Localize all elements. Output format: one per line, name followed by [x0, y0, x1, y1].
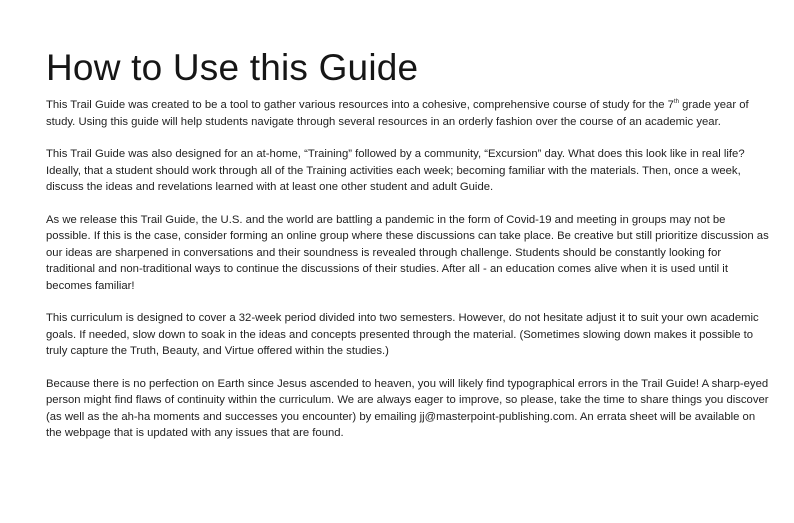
paragraph-intro-text: This Trail Guide was created to be a tool to gather various resources into a cohesive, comprehensive course of study for the 7 [46, 99, 674, 111]
paragraph-intro [46, 97, 770, 130]
paragraph-errata: Because there is no perfection on Earth since Jesus ascended to heaven, you will likely find typographical errors in the Trail Guide! A sharp-eyed person might find flaws of continuity within the curriculum. We are always eager to improve, so please, take the time to share things you discover (as well as the ah-ha moments and successes you encounter) by emailing jj@masterpoint-publishing.com. An errata sheet will be available on the webpage that is updated with any issues that are found. [46, 377, 769, 439]
paragraph-design: This Trail Guide was also designed for an at-home, “Training” followed by a community, “Excursion” day. What does this look like in real life? Ideally, that a student should work through all of the Training activities each week; becoming familiar with the materials. Then, once a week, discuss the ideas and revelations learned with at least one other student and adult Guide. [46, 148, 745, 193]
page-title: How to Use this Guide [46, 47, 419, 88]
superscript-th: th [673, 99, 679, 106]
paragraph-intro-text-cont: grade year of study. Using this guide will help students navigate through several resources in an orderly fashion over the course of an academic year. [46, 99, 749, 128]
paragraph-pandemic: As we release this Trail Guide, the U.S. and the world are battling a pandemic in the form of Covid-19 and meeting in groups may not be possible. If this is the case, consider forming an online group where these discussions can take place. Be creative but still prioritize discussion as our ideas are sharpened in conversations and their soundness is revealed through challenge. Students should be constantly looking for traditional and non-traditional ways to continue the discussions of their studies. After all - an education comes alive when it is used until it becomes familiar! [46, 213, 769, 292]
paragraph-schedule: This curriculum is designed to cover a 32-week period divided into two semesters. However, do not hesitate adjust it to suit your own academic goals. If needed, slow down to soak in the ideas and concepts presented through the material. (Sometimes slowing down makes it possible to truly capture the Truth, Beauty, and Virtue offered within the studies.) [46, 312, 759, 357]
document-page [46, 46, 770, 458]
